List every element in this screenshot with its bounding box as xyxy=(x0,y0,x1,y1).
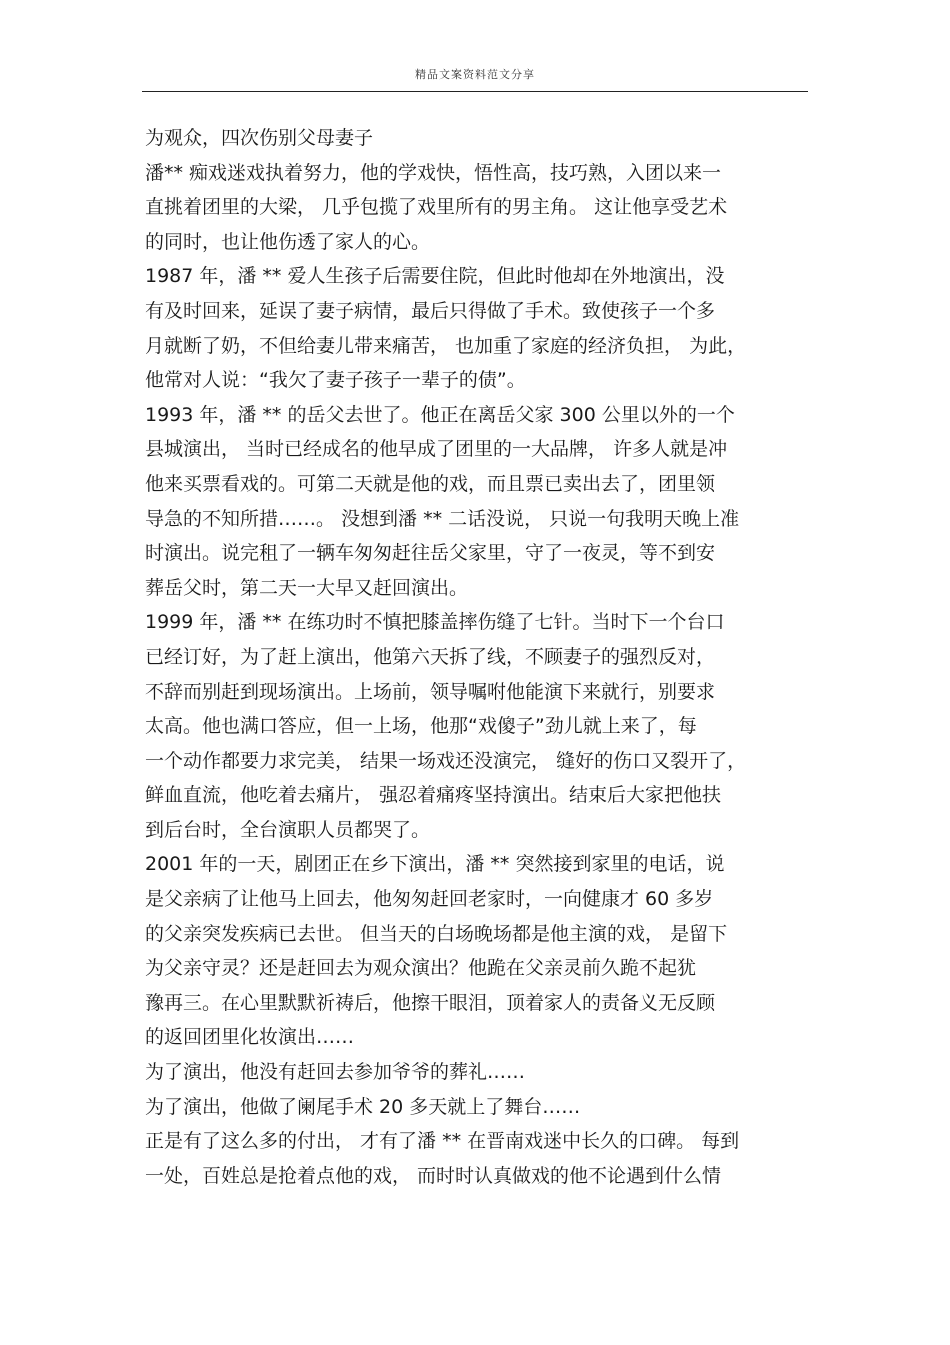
text-line: 2001 年的一天，剧团正在乡下演出，潘 ** 突然接到家里的电话，说 xyxy=(145,853,725,876)
page-header: 精品文案资料范文分享 xyxy=(415,68,535,81)
article-body xyxy=(145,121,810,1193)
text-line: 一处，百姓总是抢着点他的戏， 而时时认真做戏的他不论遇到什么情 xyxy=(145,1164,722,1187)
text-line: 的返回团里化妆演出…… xyxy=(145,1026,355,1049)
text-line: 为了演出，他做了阑尾手术 20 多天就上了舞台…… xyxy=(145,1095,581,1118)
text-line: 是父亲病了让他马上回去，他匆匆赶回老家时，一向健康才 60 多岁 xyxy=(145,888,714,911)
text-line: 1999 年，潘 ** 在练功时不慎把膝盖摔伤缝了七针。当时下一个台口 xyxy=(145,611,725,634)
text-line: 的同时，也让他伤透了家人的心。 xyxy=(145,230,431,253)
text-line: 葬岳父时，第二天一大早又赶回演出。 xyxy=(145,576,469,599)
text-line: 他常对人说：“我欠了妻子孩子一辈子的债”。 xyxy=(145,369,526,392)
text-line: 直挑着团里的大梁， 几乎包揽了戏里所有的男主角。 这让他享受艺术 xyxy=(145,196,728,219)
text-line: 有及时回来，延误了妻子病情，最后只得做了手术。致使孩子一个多 xyxy=(145,299,716,322)
text-line: 潘** 痴戏迷戏执着努力，他的学戏快，悟性高，技巧熟，入团以来一 xyxy=(145,161,722,184)
text-line: 的父亲突发疾病已去世。 但当天的白场晚场都是他主演的戏， 是留下 xyxy=(145,922,728,945)
text-line: 为了演出，他没有赶回去参加爷爷的葬礼…… xyxy=(145,1061,526,1084)
text-line: 一个动作都要力求完美， 结果一场戏还没演完， 缝好的伤口又裂开了， xyxy=(145,749,747,772)
text-line: 鲜血直流，他吃着去痛片， 强忍着痛疼坚持演出。结束后大家把他扶 xyxy=(145,784,722,807)
text-line: 太高。他也满口答应，但一上场，他那“戏傻子”劲儿就上来了，每 xyxy=(145,715,697,738)
text-line: 导急的不知所措……。 没想到潘 ** 二话没说， 只说一句我明天晚上准 xyxy=(145,507,740,530)
text-line: 豫再三。在心里默默祈祷后，他擦干眼泪，顶着家人的责备义无反顾 xyxy=(145,991,716,1014)
text-line: 他来买票看戏的。可第二天就是他的戏，而且票已卖出去了，团里领 xyxy=(145,472,716,495)
text-line: 已经订好，为了赶上演出，他第六天拆了线，不顾妻子的强烈反对， xyxy=(145,645,716,668)
text-line: 不辞而别赶到现场演出。上场前，领导嘱咐他能演下来就行，别要求 xyxy=(145,680,716,703)
text-line: 1987 年，潘 ** 爱人生孩子后需要住院，但此时他却在外地演出，没 xyxy=(145,265,725,288)
text-line: 为观众，四次伤别父母妻子 xyxy=(145,127,374,149)
text-line: 1993 年，潘 ** 的岳父去世了。他正在离岳父家 300 公里以外的一个 xyxy=(145,403,735,426)
text-line: 月就断了奶，不但给妻儿带来痛苦， 也加重了家庭的经济负担， 为此， xyxy=(145,334,747,357)
text-line: 县城演出， 当时已经成名的他早成了团里的一大品牌， 许多人就是冲 xyxy=(145,438,728,461)
text-line: 正是有了这么多的付出， 才有了潘 ** 在晋南戏迷中长久的口碑。 每到 xyxy=(145,1130,740,1153)
text-line: 为父亲守灵？还是赶回去为观众演出？他跪在父亲灵前久跪不起犹 xyxy=(145,957,697,980)
text-line: 到后台时，全台演职人员都哭了。 xyxy=(145,818,431,841)
text-line: 时演出。说完租了一辆车匆匆赶往岳父家里，守了一夜灵，等不到安 xyxy=(145,542,716,565)
header-divider xyxy=(142,91,808,92)
